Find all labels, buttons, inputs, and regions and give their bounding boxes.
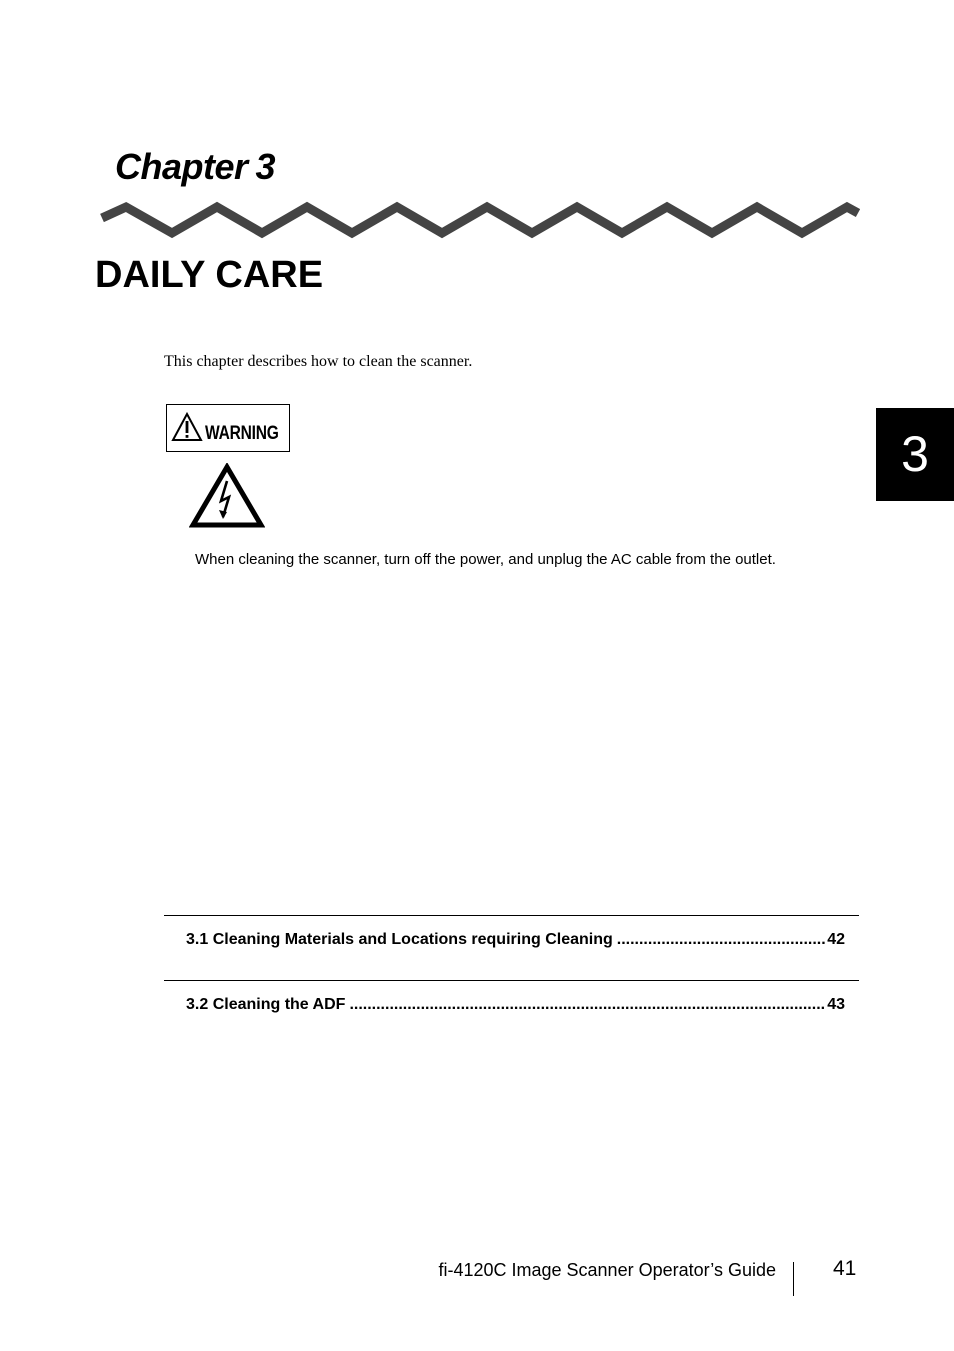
warning-triangle-icon: [171, 412, 203, 442]
intro-text: This chapter describes how to clean the scanner.: [164, 353, 473, 370]
warning-label-box: [166, 404, 290, 452]
chapter-title: DAILY CARE: [95, 254, 324, 296]
toc-entry-page: 43: [827, 996, 845, 1013]
chapter-zigzag-divider: [98, 198, 860, 240]
chapter-number: 3: [255, 146, 276, 187]
chapter-thumb-tab: 3: [876, 408, 954, 501]
chapter-word: Chapter: [115, 146, 248, 187]
toc-entry-title: 3.2 Cleaning the ADF: [186, 996, 346, 1013]
footer-page-number: 41: [833, 1257, 857, 1280]
toc-top-rule: [164, 915, 859, 916]
electric-shock-icon: [189, 463, 265, 529]
toc-entry[interactable]: [186, 931, 845, 949]
toc-middle-rule: [164, 980, 859, 981]
footer-separator: [793, 1262, 794, 1296]
chapter-label: [115, 146, 275, 188]
toc-entry-title: 3.1 Cleaning Materials and Locations requiring Cleaning: [186, 931, 613, 948]
toc-leader-dots: [349, 996, 825, 1014]
warning-label: WARNING: [205, 423, 279, 444]
toc-entry-page: 42: [827, 931, 845, 948]
warning-message: When cleaning the scanner, turn off the power, and unplug the AC cable from the outlet.: [195, 551, 776, 568]
toc-leader-dots: [617, 931, 825, 949]
toc-entry[interactable]: [186, 996, 845, 1014]
footer-guide-title: fi-4120C Image Scanner Operator’s Guide: [438, 1260, 776, 1280]
